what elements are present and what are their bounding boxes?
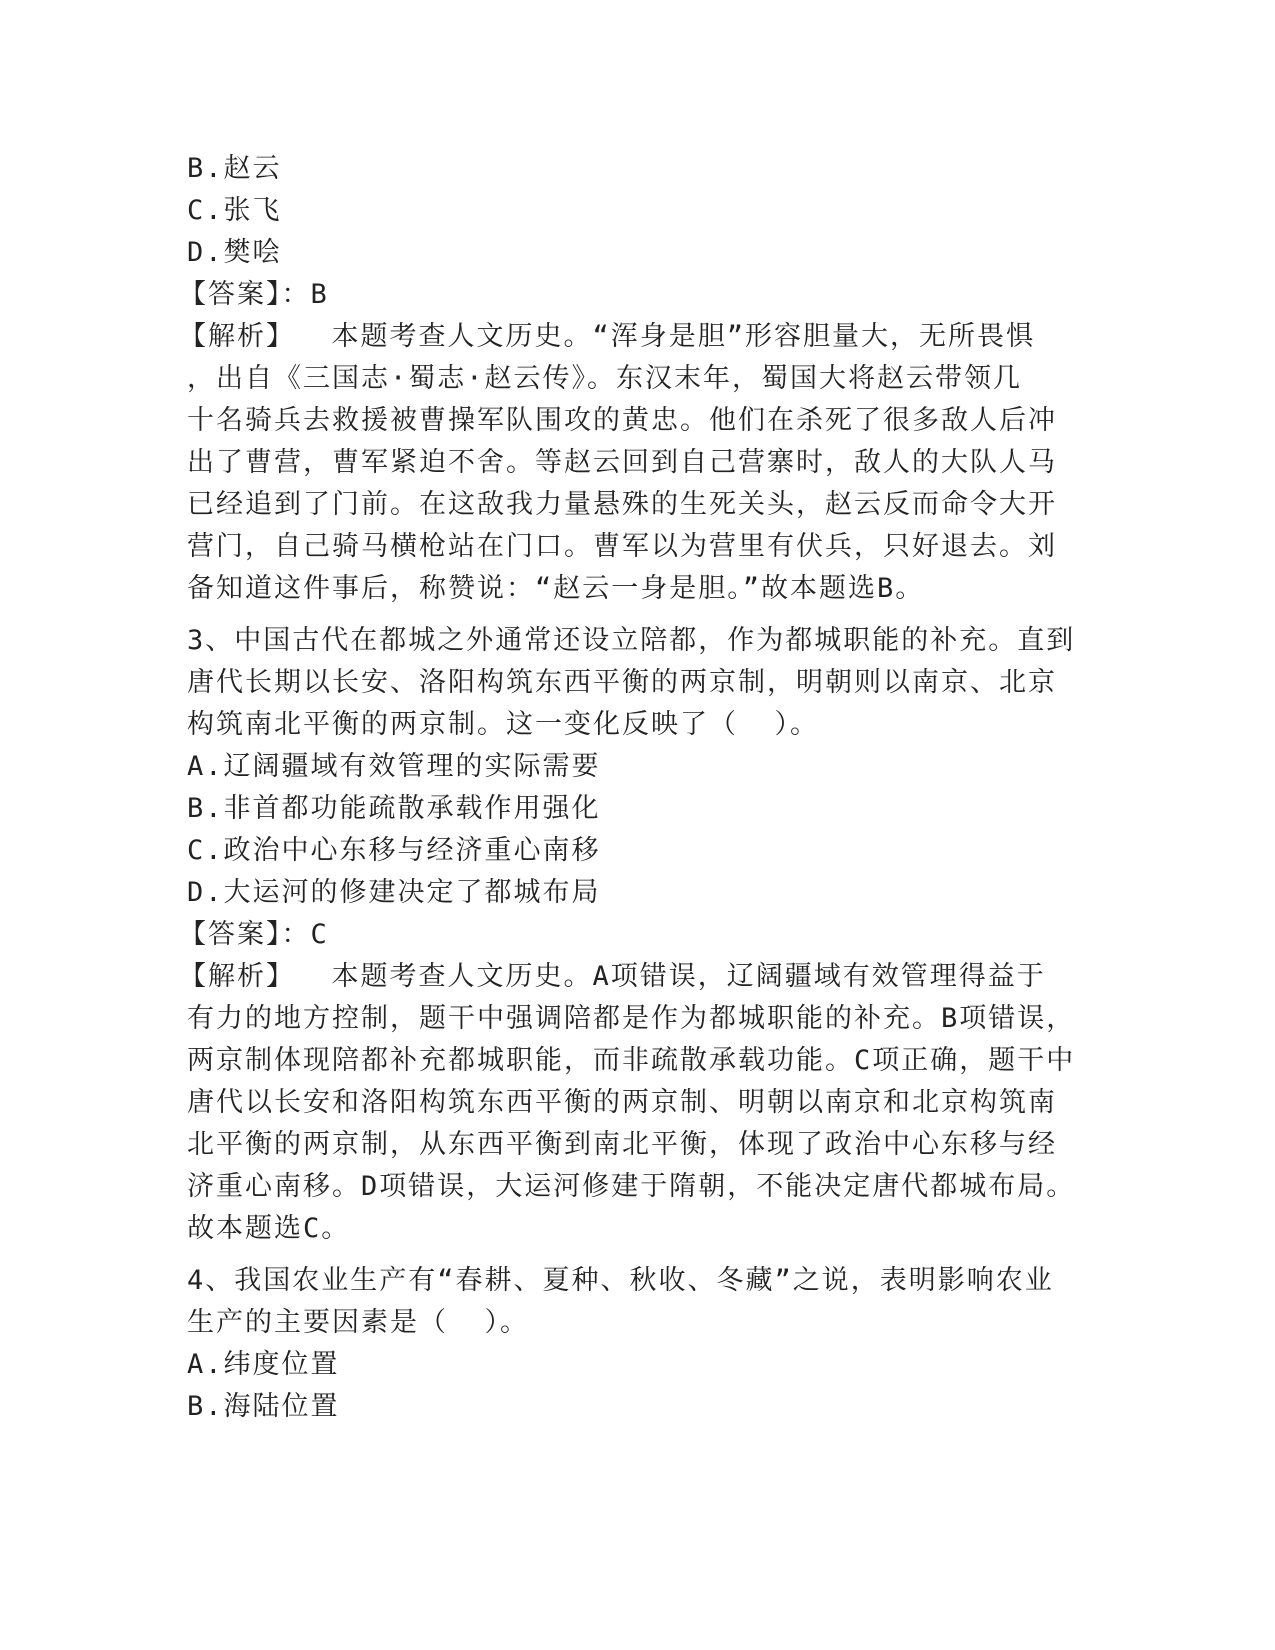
- analysis-line: 北平衡的两京制，从东西平衡到南北平衡，体现了政治中心东移与经: [187, 1129, 1057, 1160]
- analysis-line: 【解析】 本题考查人文历史。A项错误，辽阔疆域有效管理得益于: [179, 961, 1046, 992]
- analysis-line: 营门，自己骑马横枪站在门口。曹军以为营里有伏兵，只好退去。刘: [187, 531, 1057, 562]
- option-a: A.辽阔疆域有效管理的实际需要: [187, 751, 601, 782]
- analysis-line: 出了曹营，曹军紧迫不舍。等赵云回到自己营寨时，敌人的大队人马: [187, 447, 1057, 478]
- answer: 【答案】：C: [179, 919, 329, 950]
- question-stem: 3、中国古代在都城之外通常还设立陪都，作为都城职能的补充。直到: [187, 625, 1076, 656]
- analysis-line: 已经追到了门前。在这敌我力量悬殊的生死关头，赵云反而命令大开: [187, 489, 1057, 520]
- question-stem: 4、我国农业生产有“春耕、夏种、秋收、冬藏”之说，表明影响农业: [187, 1265, 1054, 1296]
- analysis-line: 济重心南移。D项错误，大运河修建于隋朝，不能决定唐代都城布局。: [187, 1171, 1076, 1202]
- analysis-line: 两京制体现陪都补充都城职能，而非疏散承载功能。C项正确，题干中: [187, 1045, 1076, 1076]
- spacer: [187, 610, 1087, 620]
- option-c: C.政治中心东移与经济重心南移: [187, 835, 601, 866]
- analysis-line: 故本题选C。: [187, 1213, 351, 1244]
- document-content: [179, 148, 1087, 1428]
- option-c: C.张飞: [187, 195, 282, 226]
- option-a: A.纬度位置: [187, 1349, 340, 1380]
- analysis-line: 备知道这件事后，称赞说：“赵云一身是胆。”故本题选B。: [187, 573, 925, 604]
- analysis-line: 【解析】 本题考查人文历史。“浑身是胆”形容胆量大，无所畏惧: [179, 321, 1036, 352]
- option-b: B.赵云: [187, 153, 282, 184]
- answer: 【答案】：B: [179, 279, 329, 310]
- spacer: [187, 1250, 1087, 1260]
- question-stem: 构筑南北平衡的两京制。这一变化反映了（ ）。: [187, 709, 820, 740]
- option-b: B.海陆位置: [187, 1391, 340, 1422]
- analysis-line: 唐代以长安和洛阳构筑东西平衡的两京制、明朝以南京和北京构筑南: [187, 1087, 1057, 1118]
- analysis-line: ，出自《三国志·蜀志·赵云传》。东汉末年，蜀国大将赵云带领几: [187, 363, 1023, 394]
- option-b: B.非首都功能疏散承载作用强化: [187, 793, 601, 824]
- option-d: D.大运河的修建决定了都城布局: [187, 877, 601, 908]
- question-stem: 唐代长期以长安、洛阳构筑东西平衡的两京制，明朝则以南京、北京: [187, 667, 1057, 698]
- option-d: D.樊哙: [187, 237, 282, 268]
- analysis-line: 有力的地方控制，题干中强调陪都是作为都城职能的补充。B项错误，: [187, 1003, 1076, 1034]
- question-stem: 生产的主要因素是（ ）。: [187, 1307, 530, 1338]
- analysis-line: 十名骑兵去救援被曹操军队围攻的黄忠。他们在杀死了很多敌人后冲: [187, 405, 1057, 436]
